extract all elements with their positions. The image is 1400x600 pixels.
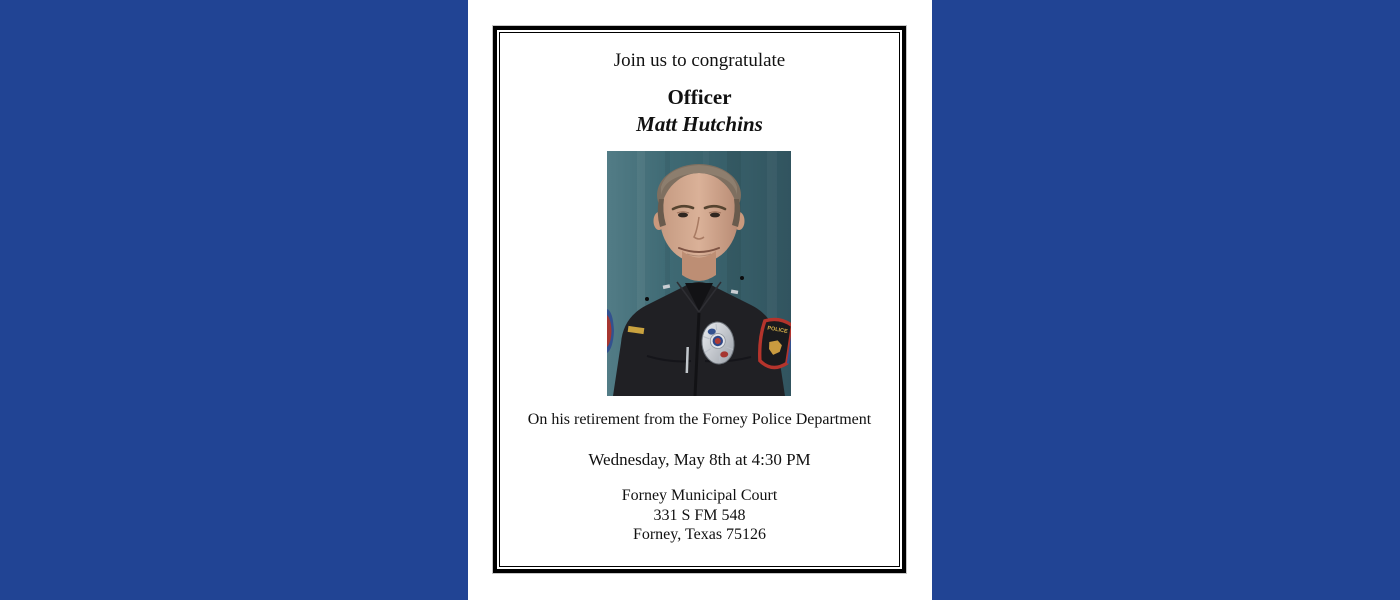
venue-city-state-zip: Forney, Texas 75126 xyxy=(632,526,767,543)
venue-address: 331 S FM 548 xyxy=(653,506,746,524)
invitation-inner-border xyxy=(499,32,900,567)
officer-portrait-photo xyxy=(607,151,791,396)
patch-police-text: POLICE xyxy=(766,325,789,335)
officer-portrait-illustration xyxy=(607,151,791,396)
honoree-title: Officer xyxy=(667,85,732,109)
venue-block xyxy=(500,486,899,545)
honoree-name: Matt Hutchins xyxy=(636,112,763,136)
invitation-content xyxy=(500,33,899,566)
document-page xyxy=(468,0,932,600)
venue-name: Forney Municipal Court xyxy=(621,487,778,504)
datetime-line: Wednesday, May 8th at 4:30 PM xyxy=(588,450,811,469)
invitation-border-frame xyxy=(493,26,906,573)
intro-line: Join us to congratulate xyxy=(613,50,786,71)
occasion-line: On his retirement from the Forney Police Department xyxy=(527,411,872,428)
